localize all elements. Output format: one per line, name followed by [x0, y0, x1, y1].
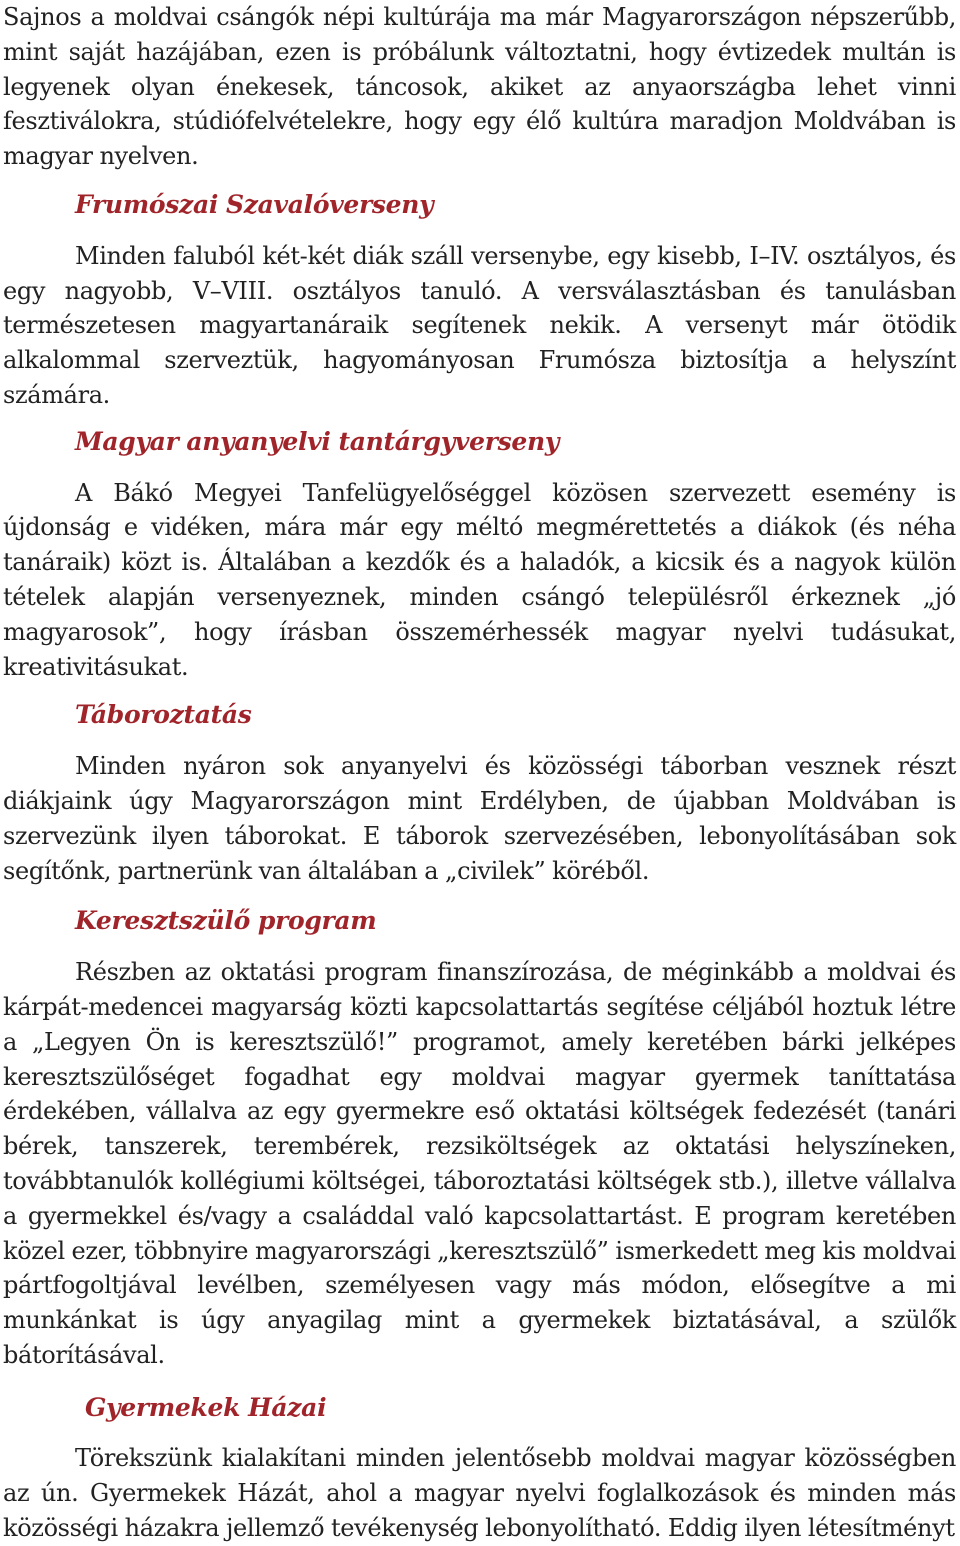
- section-heading-tantargyverseny: Magyar anyanyelvi tantárgyverseny: [75, 426, 560, 456]
- section-heading-keresztszulo: Keresztszülő program: [75, 906, 377, 936]
- section-paragraph-gyermekek-hazai: Törekszünk kialakítani minden jelentősebb moldvai magyar közösségben az ún. Gyermekek Házát, ahol a magyar nyelvi foglalkozások és minden más közösségi házakra jellemző tevékenység lebonyolítható. Eddig ilyen létesítményt: [3, 1444, 956, 1543]
- section-heading-taboroztatas: Táboroztatás: [75, 700, 252, 730]
- section-heading-szavaloverseny: Frumószai Szavalóverseny: [75, 189, 434, 219]
- document-page: [3, 0, 956, 1546]
- section-paragraph-szavaloverseny: Minden faluból két-két diák száll versenybe, egy kisebb, I–IV. osztályos, és egy nagyobb, V–VIII. osztályos tanuló. A versválasztásban és tanulásban természetesen magyartanáraik segítenek nekik. A versenyt már ötödik alkalommal szerveztük, hagyományosan Frumósza biztosítja a helyszínt számára.: [3, 241, 956, 409]
- section-heading-gyermekek-hazai: Gyermekek Házai: [85, 1392, 327, 1422]
- section-paragraph-taboroztatas: Minden nyáron sok anyanyelvi és közösségi táborban vesznek részt diákjaink úgy Magyarországon mint Erdélyben, de újabban Moldvában is szervezünk ilyen táborokat. E táborok szervezésében, lebonyolításában sok segítőnk, partnerünk van általában a „civilek” köréből.: [3, 752, 956, 885]
- section-paragraph-keresztszulo: Részben az oktatási program finanszírozása, de méginkább a moldvai és kárpát-medencei magyarság közti kapcsolattartás segítése céljából hoztuk létre a „Legyen Ön is keresztszülő!” programot, amely keretében bárki jelképes keresztszülőséget fogadhat egy moldvai magyar gyermek taníttatása érdekében, vállalva az egy gyermekre eső oktatási költségek fedezését (tanári bérek, tanszerek, terembérek, rezsiköltségek az oktatási helyszíneken, továbbtanulók kollégiumi költségei, táboroztatási költségek stb.), illetve vállalva a gyermekkel és/vagy a családdal való kapcsolattartást. E program keretében közel ezer, többnyire magyarországi „keresztszülő” ismerkedett meg kis moldvai pártfogoltjával levélben, személyesen vagy más módon, elősegítve a mi munkánkat is úgy anyagilag mint a gyermekek biztatásával, a szülők bátorításával.: [3, 958, 956, 1369]
- intro-paragraph: Sajnos a moldvai csángók népi kultúrája ma már Magyarországon népszerűbb, mint saját hazájában, ezen is próbálunk változtatni, hogy évtizedek multán is legyenek olyan énekesek, táncosok, akiket az anyaországba lehet vinni fesztiválokra, stúdiófelvételekre, hogy egy élő kultúra maradjon Moldvában is magyar nyelven.: [3, 3, 956, 171]
- section-paragraph-tantargyverseny: A Bákó Megyei Tanfelügyelőséggel közösen szervezett esemény is újdonság e vidéken, mára már egy méltó megmérettetés a diákok (és néha tanáraik) közt is. Általában a kezdők és a haladók, a kicsik és a nagyok külön tételek alapján versenyeznek, minden csángó településről érkeznek „jó magyarosok”, hogy írásban összemérhessék magyar nyelvi tudásukat, kreativitásukat.: [3, 478, 956, 681]
